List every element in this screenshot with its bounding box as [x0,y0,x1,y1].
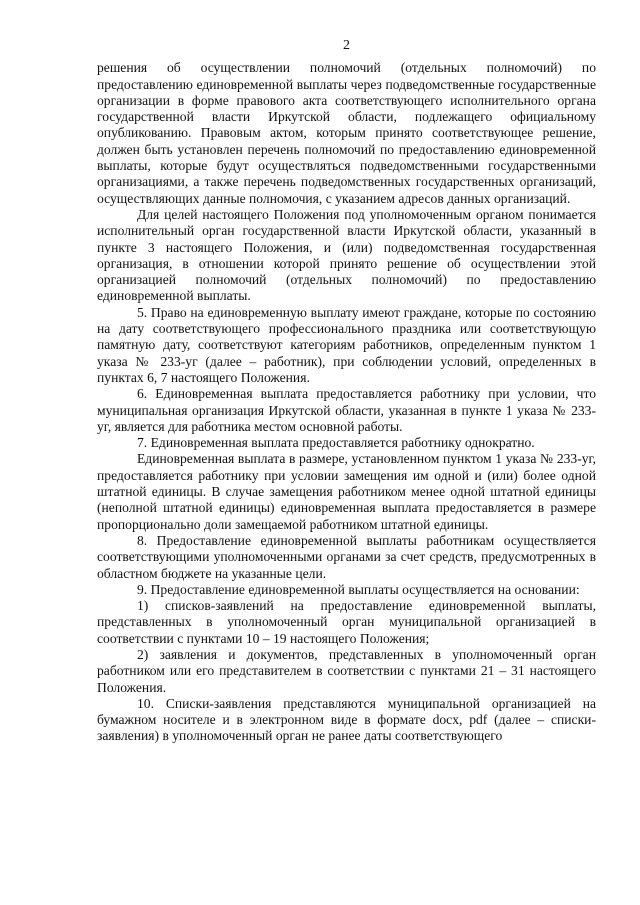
paragraph-authorized-body-definition: Для целей настоящего Положения под уполномоченным органом понимается исполнительный орган государственной власти Иркутской области, указанный в пункте 3 настоящего Положения, и (или) подведомственная государственная организация, в отношении которой принято решение об осуществлении этой организацией полномочий (отдельных полномочий) по предоставлению единовременной выплаты. [97,206,596,304]
paragraph-payment-amount: Единовременная выплата в размере, установленном пунктом 1 указа № 233-уг, предоставляется работнику при условии замещения им одной и (или) более одной штатной единицы. В случае замещения работником менее одной штатной единицы (неполной штатной единицы) единовременная выплата предоставляется в размере пропорционально доли замещаемой работником штатной единицы. [97,451,596,532]
paragraph-item-10: 10. Списки-заявления представляются муниципальной организацией на бумажном носителе и в электронном виде в формате docx, pdf (далее – списки-заявления) в уполномоченный орган не ранее даты соответствующего [97,695,596,744]
document-page [97,38,596,745]
paragraph-continuation: решения об осуществлении полномочий (отдельных полномочий) по предоставлению единовременной выплаты через подведомственные государственные организации в форме правового акта соответствующего исполнительного органа государственной власти Иркутской области, подлежащего официальному опубликованию. Правовым актом, которым принято соответствующее решение, должен быть установлен перечень полномочий по предоставлению единовременной выплаты, которые будут осуществляться подведомственными государственными организациями, а также перечень подведомственных государственных организаций, осуществляющих данные полномочия, с указанием адресов данных организаций. [97,60,596,206]
page-number: 2 [343,38,350,53]
paragraph-item-9: 9. Предоставление единовременной выплаты осуществляется на основании: [137,581,580,597]
paragraph-item-6: 6. Единовременная выплата предоставляется работнику при условии, что муниципальная организация Иркутской области, указанная в пункте 1 указа № 233-уг, является для работника местом основной работы. [97,386,596,434]
paragraph-item-9-sub-2: 2) заявления и документов, представленных в уполномоченный орган работником или его представителем в соответствии с пунктами 21 – 31 настоящего Положения. [97,646,596,695]
paragraph-item-5: 5. Право на единовременную выплату имеют граждане, которые по состоянию на дату соответствующего профессионального праздника или соответствующую памятную дату, соответствуют категориям работников, определенным пунктом 1 указа № 233-уг (далее – работник), при соблюдении условий, определенных в пунктах 6, 7 настоящего Положения. [97,304,596,385]
paragraph-item-7: 7. Единовременная выплата предоставляется работнику однократно. [137,435,535,451]
paragraph-item-8: 8. Предоставление единовременной выплаты работникам осуществляется соответствующими уполномоченными органами за счет средств, предусмотренных в областном бюджете на указанные цели. [97,532,596,581]
paragraph-item-9-sub-1: 1) списков-заявлений на предоставление единовременной выплаты, представленных в уполномоченный орган муниципальной организацией в соответствии с пунктами 10 – 19 настоящего Положения; [97,598,596,646]
